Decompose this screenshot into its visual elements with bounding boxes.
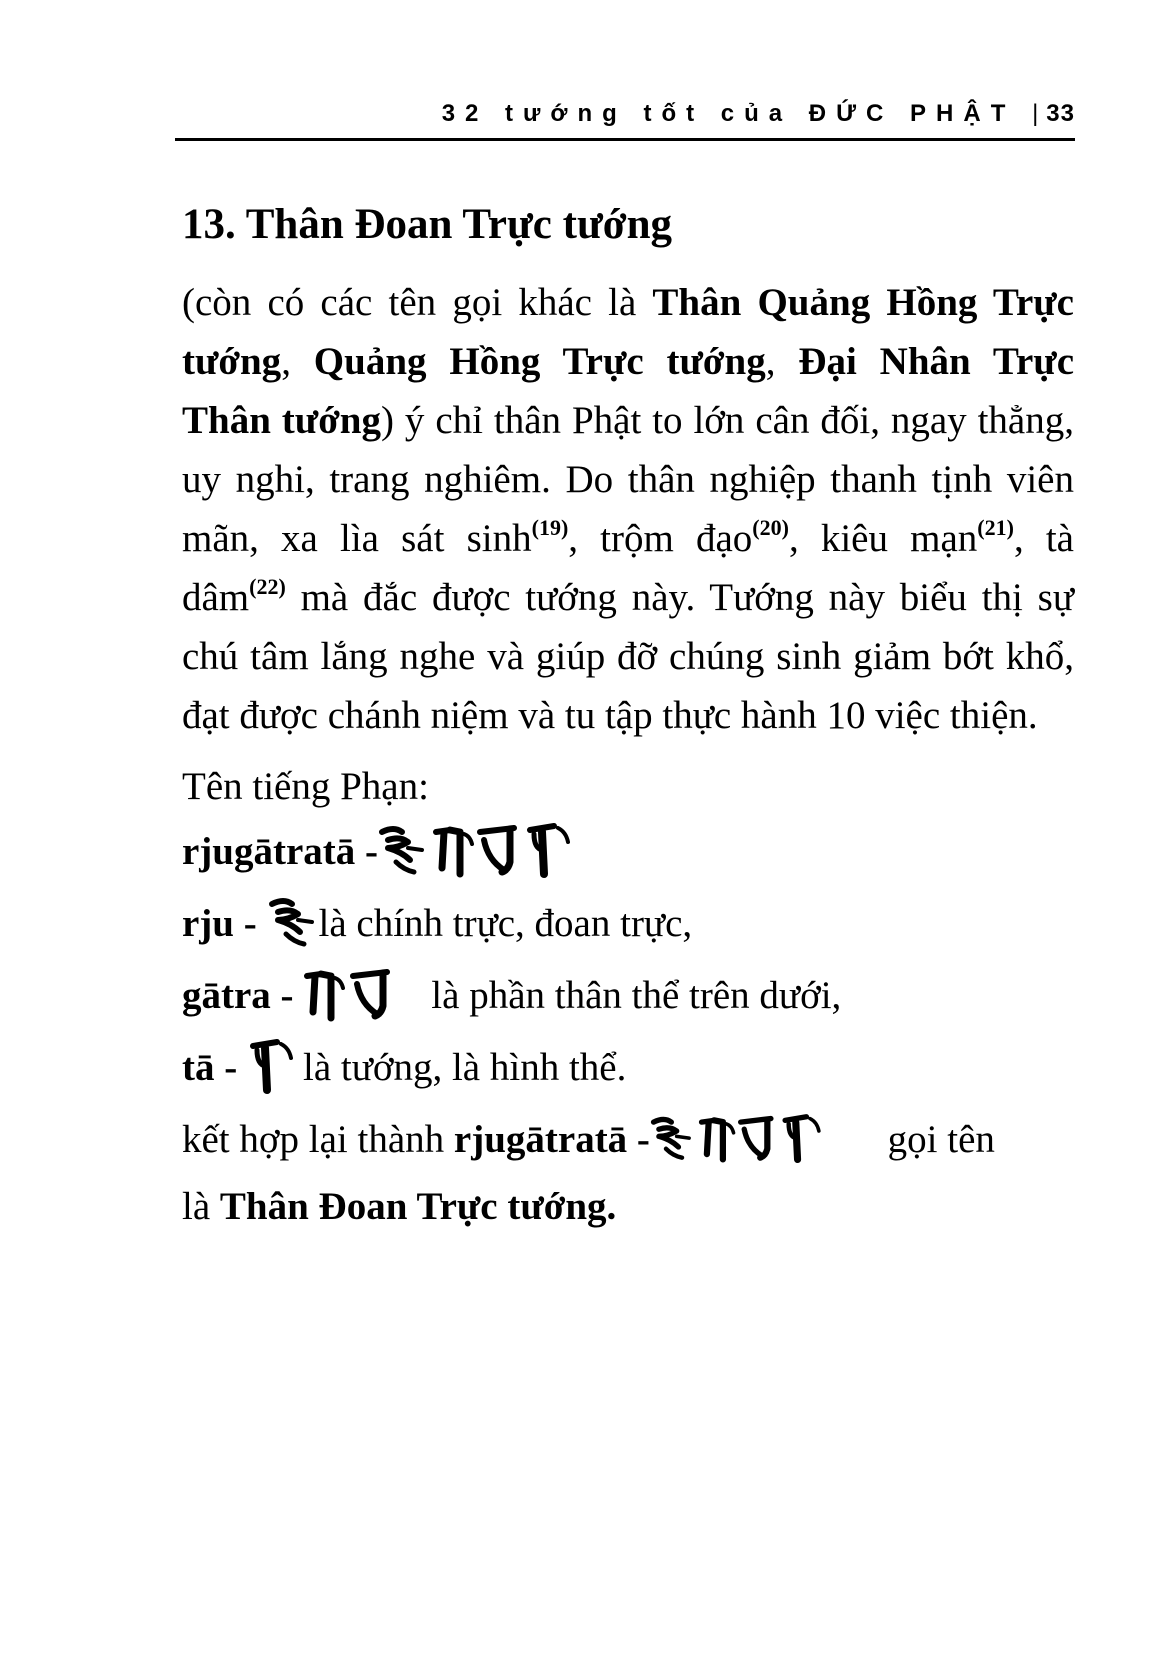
text-run: ,	[281, 340, 314, 383]
sanskrit-term: tā -	[182, 1046, 247, 1089]
text-run: , kiêu mạn	[788, 517, 978, 560]
footnote-ref-22[interactable]: (22)	[249, 574, 286, 599]
footnote-ref-19[interactable]: (19)	[531, 515, 569, 540]
alt-name-2: Quảng Hồng Trực tướng	[313, 340, 766, 383]
sanskrit-label: Tên tiếng Phạn:	[182, 765, 429, 808]
alt-name-1: Thân Quảng Hồng Trực tướng	[182, 281, 1074, 383]
header-separator: |	[1032, 100, 1043, 127]
text-run: kết hợp lại thành	[182, 1118, 454, 1161]
siddham-rjugatrata-glyph	[378, 818, 603, 884]
siddham-gatra-glyph	[303, 962, 403, 1028]
sanskrit-term-line	[182, 888, 1074, 960]
sanskrit-term-line	[182, 1032, 1074, 1104]
sanskrit-term-line	[182, 960, 1074, 1032]
section-title: 13. Thân Đoan Trực tướng	[182, 201, 672, 248]
conclusion-line	[182, 1104, 1074, 1176]
term-definition: là chính trực, đoan trực,	[318, 902, 693, 945]
footnote-ref-21[interactable]: (21)	[977, 515, 1014, 540]
page-number: 33	[1046, 100, 1075, 127]
text-run: ) ý chỉ thân Phật to lớn cân đối, ngay thẳng, uy nghi, trang nghiêm. Do thân nghiệp thanh tịnh viên mãn, xa lìa sát sinh	[182, 399, 1074, 560]
sign-name: Thân Đoan Trực tướng.	[219, 1185, 617, 1228]
alt-name-3: Đại Nhân Trực Thân tướng	[182, 340, 1075, 442]
text-run: mà đắc được tướng này. Tướng này biểu thị sự chú tâm lắng nghe và giúp đỡ chúng sinh giảm bớt khổ, đạt được chánh niệm và tu tập thực hành 10 việc thiện.	[182, 576, 1074, 737]
text-run: , tà dâm	[182, 517, 1074, 619]
term-definition: là tướng, là hình thể.	[302, 1046, 627, 1089]
sanskrit-term: rjugātratā -	[453, 1118, 650, 1161]
description-paragraph	[182, 273, 1074, 745]
sanskrit-term: rju -	[182, 902, 267, 945]
conclusion-line-2	[182, 1176, 1074, 1238]
siddham-ta-glyph	[247, 1034, 303, 1100]
term-definition: là phần thân thể trên dưới,	[431, 974, 842, 1017]
siddham-rju-glyph	[266, 890, 318, 956]
text-run: (còn có các tên gọi khác là	[182, 281, 653, 324]
book-title: 32 tướng tốt của ĐỨC PHẬT	[441, 100, 1016, 127]
siddham-rjugatrata-glyph	[650, 1106, 850, 1172]
sanskrit-term: rjugātratā -	[182, 830, 379, 873]
page-content	[182, 196, 1074, 1238]
text-run: , trộm đạo	[568, 517, 753, 560]
header-rule	[175, 138, 1075, 141]
sanskrit-term: gātra -	[182, 974, 304, 1017]
text-run: ,	[765, 340, 799, 383]
text-run: là	[182, 1185, 220, 1228]
footnote-ref-20[interactable]: (20)	[752, 515, 789, 540]
text-run: gọi tên	[877, 1118, 995, 1161]
running-header	[175, 94, 1075, 134]
sanskrit-term-line	[182, 816, 1074, 888]
